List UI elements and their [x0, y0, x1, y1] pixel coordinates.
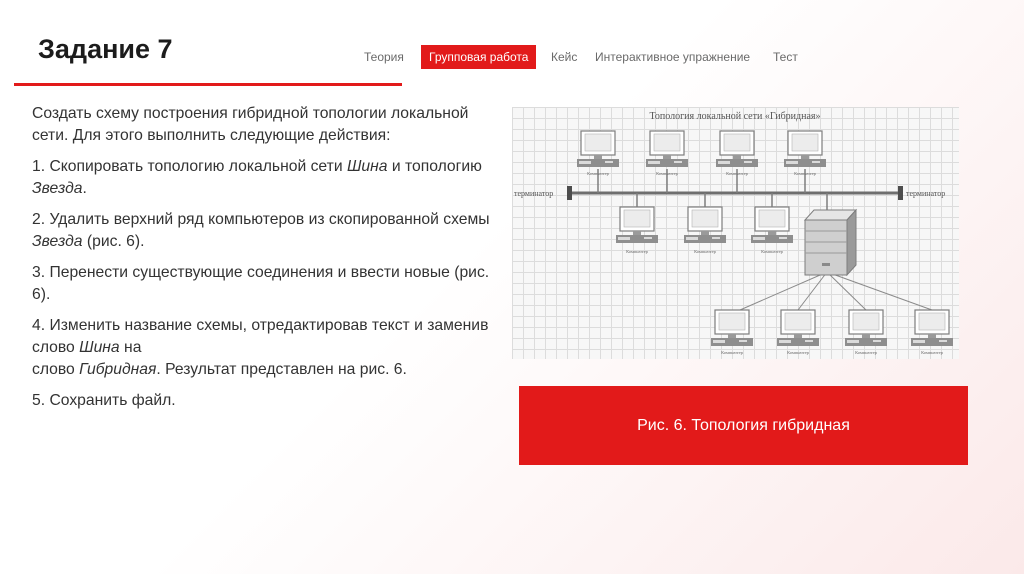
- terminator-left: [567, 186, 572, 200]
- svg-text:Компьютер: Компьютер: [694, 249, 716, 254]
- terminator-label-right: терминатор: [906, 189, 946, 198]
- nav-item-group-work[interactable]: Групповая работа: [421, 45, 536, 69]
- svg-text:Компьютер: Компьютер: [721, 350, 743, 355]
- svg-text:Компьютер: Компьютер: [855, 350, 877, 355]
- task-step-5: 5. Сохранить файл.: [32, 392, 176, 409]
- nav-item-test[interactable]: Тест: [773, 50, 798, 64]
- nav-item-theory[interactable]: Теория: [364, 50, 404, 64]
- figure-caption-text: Рис. 6. Топология гибридная: [637, 416, 850, 434]
- title-underline: [14, 83, 402, 86]
- task-step-2: 2. Удалить верхний ряд компьютеров из скопированной схемы Звезда (рис. 6).: [32, 211, 490, 250]
- server-icon: [805, 210, 856, 275]
- nav-item-case[interactable]: Кейс: [551, 50, 578, 64]
- task-step-3: 3. Перенести существующие соединения и ввести новые (рис. 6).: [32, 264, 490, 303]
- task-step-4: 4. Изменить название схемы, отредактировав текст и заменив слово Шина на слово Гибридная. Результат представлен на рис. 6.: [32, 317, 489, 378]
- diagram-title: Топология локальной сети «Гибридная»: [649, 111, 821, 122]
- computer-icon: [845, 310, 887, 355]
- svg-text:Компьютер: Компьютер: [921, 350, 943, 355]
- task-step-1: 1. Скопировать топологию локальной сети Шина и топологию Звезда.: [32, 158, 482, 197]
- svg-text:Компьютер: Компьютер: [794, 171, 816, 176]
- svg-text:Компьютер: Компьютер: [587, 171, 609, 176]
- task-instructions: [32, 103, 502, 421]
- computer-icon: [911, 310, 953, 355]
- svg-text:Компьютер: Компьютер: [626, 249, 648, 254]
- svg-text:Компьютер: Компьютер: [787, 350, 809, 355]
- svg-text:Компьютер: Компьютер: [726, 171, 748, 176]
- figure-caption: [519, 386, 968, 465]
- svg-text:Компьютер: Компьютер: [761, 249, 783, 254]
- computer-icon: [777, 310, 819, 355]
- terminator-right: [898, 186, 903, 200]
- computer-icon: [751, 207, 793, 254]
- computer-icon: [684, 207, 726, 254]
- slide-title: Задание 7: [38, 34, 173, 64]
- hybrid-topology-diagram: [512, 107, 959, 359]
- computer-icon: [711, 310, 753, 355]
- nav-item-interactive-exercise[interactable]: Интерактивное упражнение: [595, 50, 751, 64]
- computer-icon: [616, 207, 658, 254]
- svg-text:Компьютер: Компьютер: [656, 171, 678, 176]
- terminator-label-left: терминатор: [514, 189, 554, 198]
- task-intro: Создать схему построения гибридной топологии локальной сети. Для этого выполнить следующие действия:: [32, 105, 469, 144]
